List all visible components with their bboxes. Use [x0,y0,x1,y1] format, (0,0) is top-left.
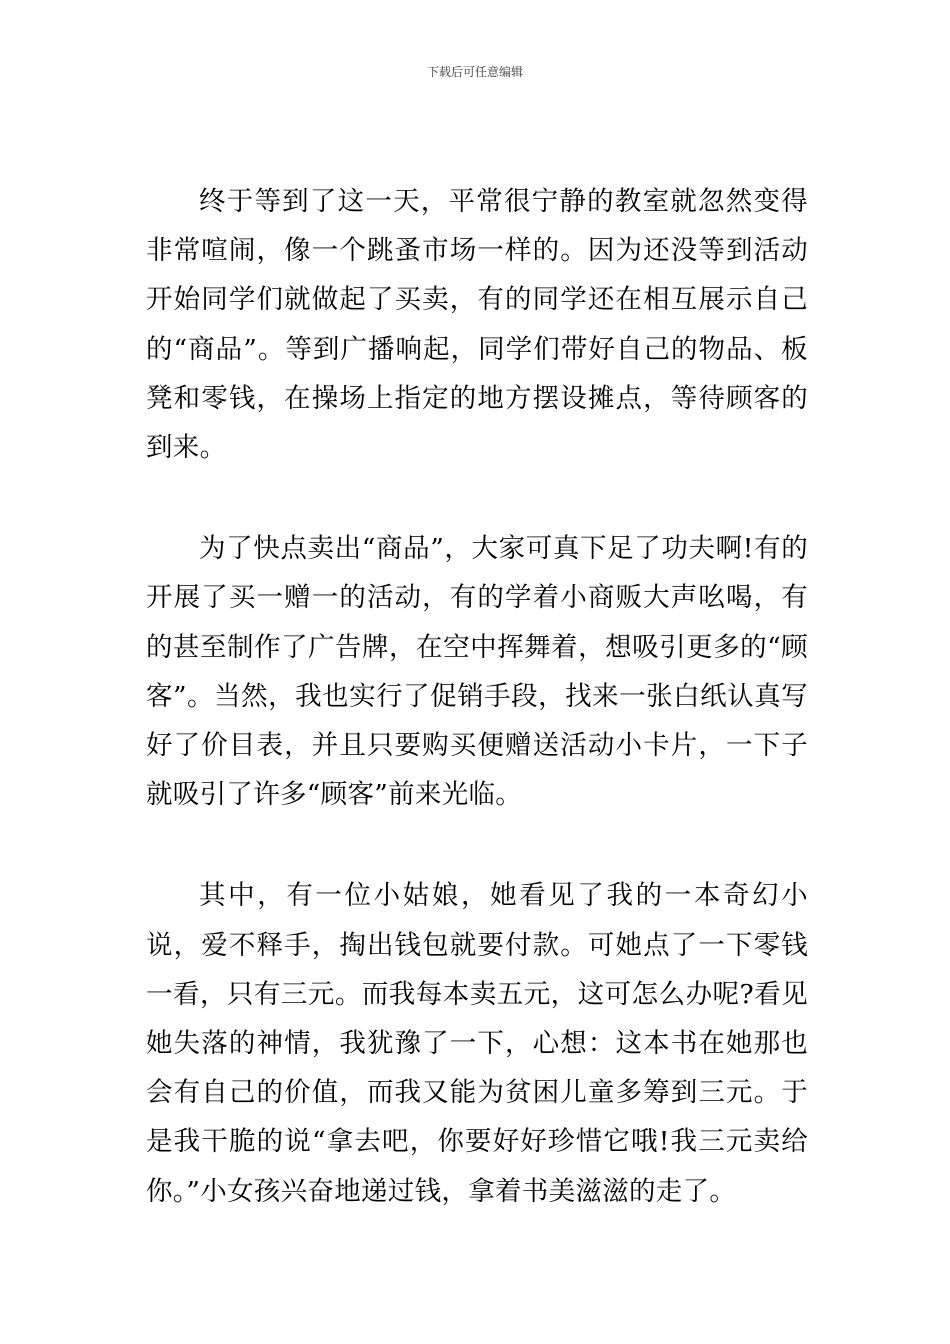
page-header-note: 下载后可任意编辑 [426,65,523,79]
paragraph-1: 终于等到了这一天，平常很宁静的教室就忽然变得非常喧闹，像一个跳蚤市场一样的。因为还没等到活动开始同学们就做起了买卖，有的同学还在相互展示自己的“商品”。等到广播响起，同学们带好自己的物品、板凳和零钱，在操场上指定的地方摆设摊点，等待顾客的到来。 [146,186,808,464]
paragraph-2: 为了快点卖出“商品”，大家可真下足了功夫啊!有的开展了买一赠一的活动，有的学着小商贩大声吆喝，有的甚至制作了广告牌，在空中挥舞着，想吸引更多的“顾客”。当然，我也实行了促销手段，找来一张白纸认真写好了价目表，并且只要购买便赠送活动小卡片，一下子就吸引了许多“顾客”前来光临。 [146,533,808,811]
document-body [146,177,808,1268]
paragraph-3: 其中，有一位小姑娘，她看见了我的一本奇幻小说，爱不释手，掏出钱包就要付款。可她点了一下零钱一看，只有三元。而我每本卖五元，这可怎么办呢?看见她失落的神情，我犹豫了一下，心想：这本书在她那也会有自己的价值，而我又能为贫困儿童多筹到三元。于是我干脆的说“拿去吧，你要好好珍惜它哦!我三元卖给你。”小女孩兴奋地递过钱，拿着书美滋滋的走了。 [146,880,808,1207]
